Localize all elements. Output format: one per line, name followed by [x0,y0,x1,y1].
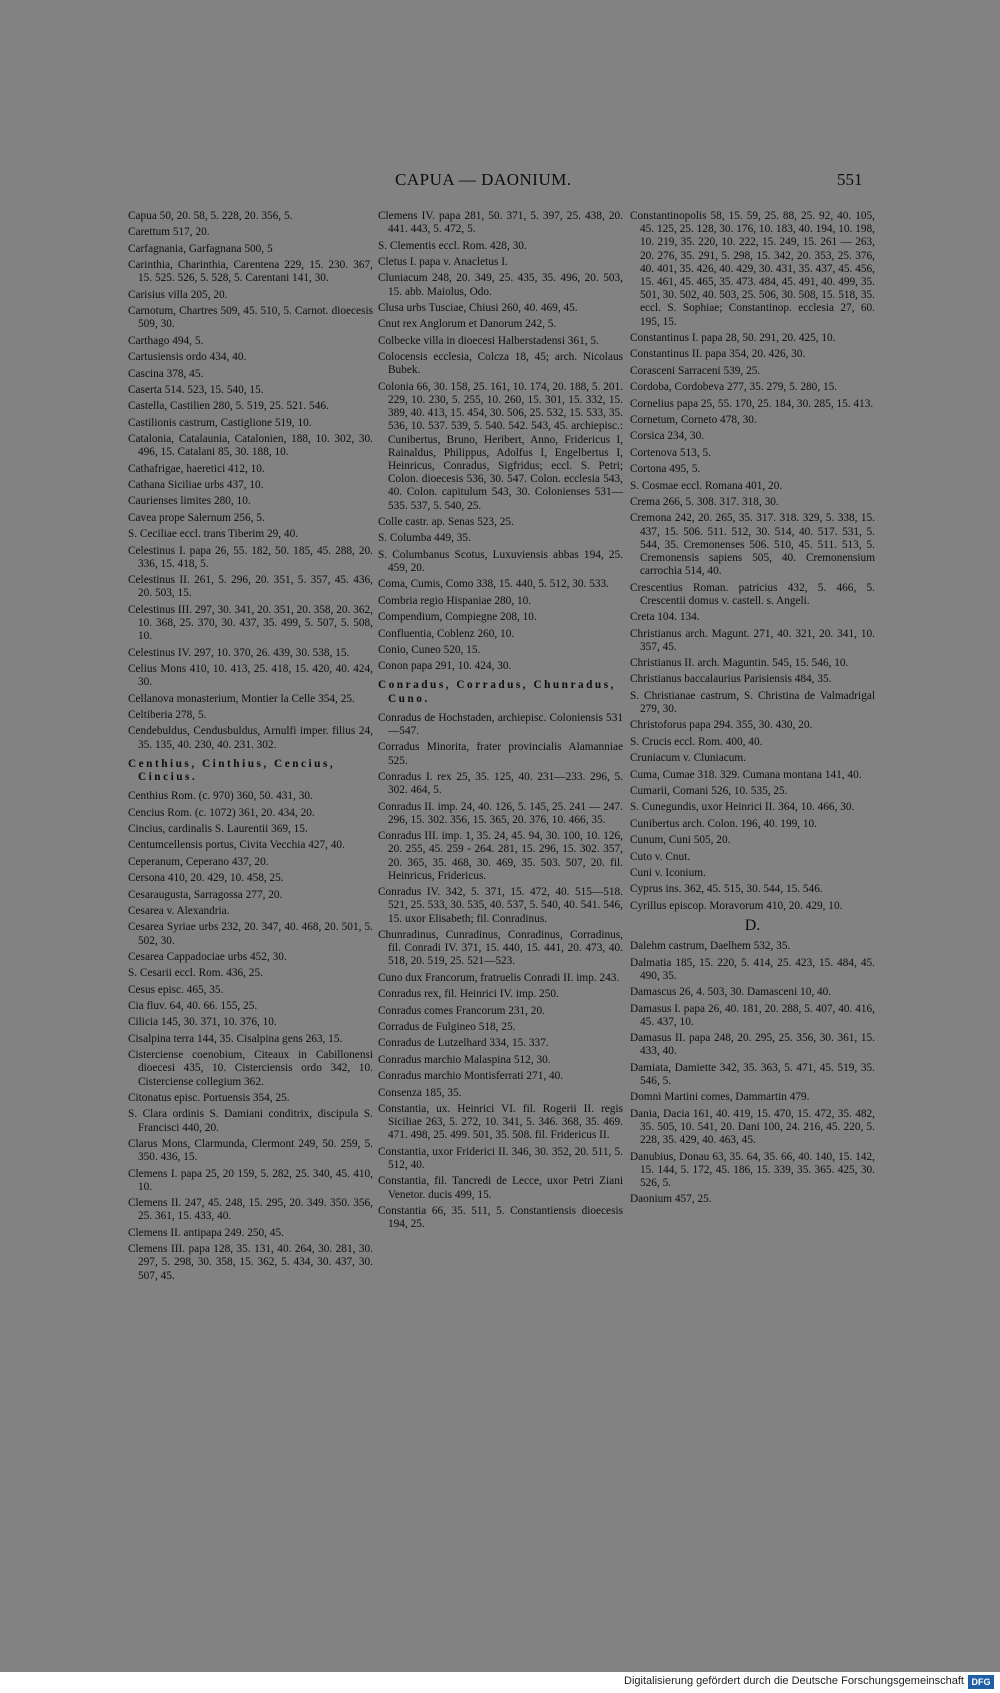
index-entry: Cyprus ins. 362, 45. 515, 30. 544, 15. 546. [630,883,823,896]
index-entry: Carinthia, Charinthia, Carentena 229, 15. 230. 367, 15. 525. 526, 5. 528, 5. Carentani 141, 30. [128,259,373,285]
index-entry: Christianus baccalaurius Parisiensis 484, 35. [630,673,832,686]
index-entry: Christianus II. arch. Maguntin. 545, 15. 546, 10. [630,657,849,670]
index-entry: Castilionis castrum, Castiglione 519, 10. [128,416,312,429]
index-entry: Caserta 514. 523, 15. 540, 15. [128,383,264,396]
index-entry: Cartusiensis ordo 434, 40. [128,351,247,364]
index-entry: Cyrillus episcop. Moravorum 410, 20. 429, 10. [630,899,843,912]
index-entry: Cruniacum v. Cluniacum. [630,752,746,765]
index-entry: Cascina 378, 45. [128,367,204,380]
index-entry: Compendium, Compiegne 208, 10. [378,611,537,624]
index-entry: Colbecke villa in dioecesi Halberstadensi 361, 5. [378,334,599,347]
index-entry: Catalonia, Catalaunia, Catalonien, 188, 10. 302, 30. 496, 15. Catalani 85, 30. 188, 10. [128,433,373,459]
index-entry: Damasus I. papa 26, 40. 181, 20. 288, 5. 407, 40. 416, 45. 437, 10. [630,1002,875,1028]
index-entry: Clemens II. 247, 45. 248, 15. 295, 20. 349. 350. 356, 25. 361, 15. 433, 40. [128,1197,373,1223]
index-entry: Celius Mons 410, 10. 413, 25. 418, 15. 420, 40. 424, 30. [128,663,373,689]
index-entry: Ceperanum, Ceperano 437, 20. [128,855,269,868]
index-entry: Cnut rex Anglorum et Danorum 242, 5. [378,318,557,331]
index-entry: Clemens I. papa 25, 20 159, 5. 282, 25. 340, 45. 410, 10. [128,1167,373,1193]
index-entry: Cumarii, Comani 526, 10. 535, 25. [630,785,788,798]
index-entry: Cesus episc. 465, 35. [128,983,224,996]
index-entry: Conradus comes Francorum 231, 20. [378,1004,545,1017]
index-entry: S. Ceciliae eccl. trans Tiberim 29, 40. [128,528,299,541]
index-entry: Cincius, cardinalis S. Laurentii 369, 15. [128,822,308,835]
index-entry: Conradus marchio Malaspina 512, 30. [378,1053,551,1066]
index-entry: Cesarea v. Alexandria. [128,904,230,917]
index-entry: Cesarea Cappadociae urbs 452, 30. [128,950,287,963]
index-entry: Corasceni Sarraceni 539, 25. [630,364,761,377]
index-entry: S. Christianae castrum, S. Christina de Valmadrigal 279, 30. [630,689,875,716]
index-entry: Cletus I. papa v. Anacletus I. [378,255,508,268]
index-entry: Cellanova monasterium, Montier la Celle 354, 25. [128,692,355,705]
index-column-left [128,210,373,1286]
index-entry: Danubius, Donau 63, 35. 64, 35. 66, 40. 140, 15. 142, 15. 144, 5. 172, 45. 186, 15. 339, 35. 365. 425, 30. 526, 5. [630,1150,875,1189]
dfg-logo-icon: DFG [968,1675,994,1689]
index-column-right [630,210,875,1210]
index-entry: Conradus de Hochstaden, archiepisc. Coloniensis 531—547. [378,711,623,738]
index-entry: Combria regio Hispaniae 280, 10. [378,594,532,607]
index-entry: Constantia, uxor Friderici II. 346, 30. 352, 20. 511, 5. 512, 40. [378,1145,623,1171]
index-entry: S. Columbanus Scotus, Luxuviensis abbas 194, 25. 459, 20. [378,548,623,574]
index-entry: Centumcellensis portus, Civita Vecchia 427, 40. [128,839,345,852]
index-entry: Cuma, Cumae 318. 329. Cumana montana 141, 40. [630,768,862,781]
index-entry: Cornelius papa 25, 55. 170, 25. 184, 30. 285, 15. 413. [630,397,874,410]
footer-bar [0,1672,1000,1693]
index-entry: Cortona 495, 5. [630,463,701,476]
index-entry: S. Cesarii eccl. Rom. 436, 25. [128,967,263,980]
index-entry: Conio, Cuneo 520, 15. [378,643,481,656]
index-entry: Conradus I. rex 25, 35. 125, 40. 231—233. 296, 5. 302. 464, 5. [378,771,623,797]
index-entry: Cuni v. Iconium. [630,866,706,879]
index-entry: S. Cosmae eccl. Romana 401, 20. [630,479,783,492]
index-entry: Colocensis ecclesia, Colcza 18, 45; arch. Nicolaus Bubek. [378,351,623,377]
index-entry: Creta 104. 134. [630,611,700,624]
index-entry: Clusa urbs Tusciae, Chiusi 260, 40. 469, 45. [378,301,578,314]
page-number: 551 [837,170,863,189]
index-entry: Centhius Rom. (c. 970) 360, 50. 431, 30. [128,790,313,803]
index-entry: Cersona 410, 20. 429, 10. 458, 25. [128,872,284,885]
index-entry: Cisterciense coenobium, Citeaux in Cabillonensi dioecesi 435, 10. Cisterciensis ordo 342, 10. Cisterciense collegium 362. [128,1049,373,1088]
index-column-middle [378,210,623,1235]
running-head [0,170,1000,194]
index-entry: Carettum 517, 20. [128,226,210,239]
index-entry: Cremona 242, 20. 265, 35. 317. 318. 329, 5. 338, 15. 437, 15. 506. 511. 512, 30. 514, 40. 517. 531, 5. 544, 35. Cremonenses 506. 510, 45. 511. 513, 5. Cremonensis sapiens 505, 40. Cremonensium carrochia 514, 40. [630,512,875,578]
index-entry: Conon papa 291, 10. 424, 30. [378,660,512,673]
index-entry: Damasus II. papa 248, 20. 295, 25. 356, 30. 361, 15. 433, 40. [630,1032,875,1058]
index-entry: Conradus II. imp. 24, 40. 126, 5. 145, 25. 241 — 247. 296, 15. 302. 356, 15. 365, 20. 376, 10. 466, 35. [378,800,623,826]
index-entry: Carfagnania, Garfagnana 500, 5 [128,242,273,255]
index-entry: Conradus rex, fil. Heinrici IV. imp. 250. [378,988,559,1001]
index-entry: Colle castr. ap. Senas 523, 25. [378,515,514,528]
index-entry: Conradus III. imp. 1, 35. 24, 45. 94, 30. 100, 10. 126, 20. 255, 45. 259 - 264. 281, 15. 296, 15. 302. 357, 20. 365, 35. 468, 30. 469, 35. 503. 507, 20. fil. Heinricus, Fridericus. [378,830,623,882]
index-entry: Carthago 494, 5. [128,334,204,347]
letter-heading: D. [744,916,761,934]
index-entry: Cuto v. Cnut. [630,850,691,863]
index-entry: Castella, Castilien 280, 5. 519, 25. 521. 546. [128,400,329,413]
index-entry: Constantinus II. papa 354, 20. 426, 30. [630,348,806,361]
index-entry: Citonatus episc. Portuensis 354, 25. [128,1092,290,1105]
index-entry: Celestinus III. 297, 30. 341, 20. 351, 20. 358, 20. 362, 10. 368, 25. 370, 30. 437, 35. 499, 5. 507, 5. 508, 10. [128,603,373,643]
index-entry: Cunibertus arch. Colon. 196, 40. 199, 10. [630,817,818,830]
section-heading: Conradus, Corradus, Chunradus, Cuno. [378,679,616,705]
index-entry: Chunradinus, Cunradinus, Conradinus, Corradinus, fil. Conradi IV. 371, 15. 440, 15. 441, 20. 473, 40. 518, 20. 519, 25. 521—523. [378,929,623,968]
index-entry: Domni Martini comes, Dammartin 479. [630,1091,810,1104]
index-entry: Corsica 234, 30. [630,430,705,443]
index-entry: Cencius Rom. (c. 1072) 361, 20. 434, 20. [128,806,315,819]
index-entry: S. Clara ordinis S. Damiani conditrix, discipula S. Francisci 440, 20. [128,1108,373,1134]
index-entry: Celestinus II. 261, 5. 296, 20. 351, 5. 357, 45. 436, 20. 503, 15. [128,574,373,600]
index-entry: Cisalpina terra 144, 35. Cisalpina gens 263, 15. [128,1032,343,1045]
index-entry: Cortenova 513, 5. [630,446,711,459]
footer-credit: Digitalisierung gefördert durch die Deutsche Forschungsgemeinschaft [624,1675,964,1687]
index-entry: Damiata, Damiette 342, 35. 363, 5. 471, 45. 519, 35. 546, 5. [630,1061,875,1087]
index-entry: Carnotum, Chartres 509, 45. 510, 5. Carnot. dioecesis 509, 30. [128,305,373,331]
index-entry: Crescentius Roman. patricius 432, 5. 466, 5. Crescentii domus v. castell. s. Angeli. [630,581,875,607]
index-entry: Celestinus I. papa 26, 55. 182, 50. 185, 45. 288, 20. 336, 15. 418, 5. [128,544,373,570]
index-entry: S. Crucis eccl. Rom. 400, 40. [630,735,763,748]
index-entry: S. Clementis eccl. Rom. 428, 30. [378,239,527,252]
index-entry: Cluniacum 248, 20. 349, 25. 435, 35. 496, 20. 503, 15. abb. Maiolus, Odo. [378,272,623,298]
index-entry: Constantia 66, 35. 511, 5. Constantiensis dioecesis 194, 25. [378,1204,623,1231]
index-entry: Dania, Dacia 161, 40. 419, 15. 470, 15. 472, 35. 482, 35. 505, 10. 541, 20. Dani 100, 24. 216, 45. 220, 5. 228, 35. 429, 40. 463, 45. [630,1107,875,1147]
index-entry: Capua 50, 20. 58, 5. 228, 20. 356, 5. [128,210,293,222]
index-entry: Confluentia, Coblenz 260, 10. [378,627,515,640]
index-entry: Conradus de Lutzelhard 334, 15. 337. [378,1037,549,1050]
index-entry: Cesaraugusta, Sarragossa 277, 20. [128,888,283,901]
index-entry: Christianus arch. Magunt. 271, 40. 321, 20. 341, 10. 357, 45. [630,627,875,653]
index-entry: Christoforus papa 294. 355, 30. 430, 20. [630,719,813,732]
index-entry: Cornetum, Corneto 478, 30. [630,413,757,426]
index-entry: Clemens III. papa 128, 35. 131, 40. 264, 30. 281, 30. 297, 5. 298, 30. 358, 15. 362, 5. 434, 30. 437, 30. 507, 45. [128,1243,373,1282]
index-entry: Clarus Mons, Clarmunda, Clermont 249, 50. 259, 5. 350. 436, 15. [128,1138,373,1164]
index-entry: Celtiberia 278, 5. [128,709,207,721]
index-entry: Caurienses limites 280, 10. [128,495,251,508]
index-entry: Consenza 185, 35. [378,1086,462,1099]
index-entry: Cendebuldus, Cendusbuldus, Arnulfi imper. filius 24, 35. 135, 40. 230, 40. 231. 302. [128,725,373,751]
index-entry: Cavea prope Salernum 256, 5. [128,511,265,524]
index-entry: Clemens II. antipapa 249. 250, 45. [128,1226,284,1239]
index-entry: Conradus IV. 342, 5. 371, 15. 472, 40. 515—518. 521, 25. 533, 30. 535, 40. 537, 5. 540, 40. 541. 546, 15. uxor Elisabeth; fil. Conradinus. [378,886,623,925]
index-entry: Constantinus I. papa 28, 50. 291, 20. 425, 10. [630,332,836,345]
index-entry: Carisius villa 205, 20. [128,288,228,301]
index-entry: Celestinus IV. 297, 10. 370, 26. 439, 30. 538, 15. [128,646,350,659]
index-entry: Cuno dux Francorum, fratruelis Conradi II. imp. 243. [378,971,620,984]
index-entry: Cesarea Syriae urbs 232, 20. 347, 40. 468, 20. 501, 5. 502, 30. [128,921,373,947]
index-entry: Corradus Minorita, frater provincialis Alamanniae 525. [378,741,623,767]
index-entry: Conradus marchio Montisferrati 271, 40. [378,1070,564,1083]
running-title: CAPUA — DAONIUM. [395,170,572,189]
index-entry: Cunum, Cuni 505, 20. [630,834,731,847]
index-entry: Constantia, ux. Heinrici VI. fil. Rogerii II. regis Siciliae 263, 5. 272, 10. 341, 5. 346. 368, 35. 469. 471. 498, 25. 499. 501, 35. 508. fil. Fridericus II. [378,1102,623,1142]
index-entry: Cia fluv. 64, 40. 66. 155, 25. [128,1000,258,1013]
index-entry: Cilicia 145, 30. 371, 10. 376, 10. [128,1016,277,1029]
index-entry: Damascus 26, 4. 503, 30. Damasceni 10, 40. [630,986,832,999]
index-entry: Daonium 457, 25. [630,1193,712,1206]
index-entry: Crema 266, 5. 308. 317. 318, 30. [630,495,779,508]
index-entry: Corradus de Fulgineo 518, 25. [378,1021,516,1034]
index-entry: Constantinopolis 58, 15. 59, 25. 88, 25. 92, 40. 105, 45. 125, 25. 128, 30. 176, 10. 183, 40. 194, 10. 198, 10. 219, 35. 220, 10. 222, 15. 249, 15. 261 — 263, 20. 276, 35. 291, 5. 298, 15. 342, 20. 353, 25. 376, 40. 401, 35. 426, 40. 429, 30. 431, 35. 437, 45. 456, 15. 461, 45. 465, 35. 473. 484, 45. 491, 40. 499, 35. 501, 30. 502, 40. 503, 25. 506, 30. 508, 15. 518, 35. eccl. S. Sophiae; Constantinop. ecclesia 27, 60. 195, 15. [630,210,875,328]
index-entry: Cordoba, Cordobeva 277, 35. 279, 5. 280, 15. [630,381,838,394]
index-entry: Colonia 66, 30. 158, 25. 161, 10. 174, 20. 188, 5. 201. 229, 10. 230, 5. 255, 10. 260, 15. 301, 15. 332, 15. 389, 40. 413, 15. 454, 30. 506, 25. 532, 15. 533, 35. 536, 10. 537. 539, 5. 540. 542. 543, 45. archiepisc.: Cunibertus, Bruno, Heribert, Anno, Fridericus I, Rainaldus, Philippus, Adolfus I, Engelbertus I, Heinricus, Conradus, Sigfridus; eccl. S. Petri; Colon. dioecesis 536, 30. 547. Colon. ecclesia 543, 40. Colon. capitulum 543, 30. Colonienses 531—535. 537, 5. 540, 25. [378,380,623,512]
index-entry: Clemens IV. papa 281, 50. 371, 5. 397, 25. 438, 20. 441. 443, 5. 472, 5. [378,210,623,236]
index-entry: Coma, Cumis, Como 338, 15. 440, 5. 512, 30. 533. [378,578,609,591]
index-entry: Cathana Siciliae urbs 437, 10. [128,479,264,492]
index-entry: S. Cunegundis, uxor Heinrici II. 364, 10. 466, 30. [630,801,855,814]
index-entry: Dalmatia 185, 15. 220, 5. 414, 25. 423, 15. 484, 45. 490, 35. [630,956,875,982]
index-entry: S. Columba 449, 35. [378,532,471,545]
section-heading: Centhius, Cinthius, Cencius, Cincius. [128,757,336,783]
index-entry: Dalehm castrum, Daelhem 532, 35. [630,940,791,953]
index-entry: Constantia, fil. Tancredi de Lecce, uxor Petri Ziani Venetor. ducis 499, 15. [378,1175,623,1201]
index-entry: Cathafrigae, haeretici 412, 10. [128,462,265,475]
